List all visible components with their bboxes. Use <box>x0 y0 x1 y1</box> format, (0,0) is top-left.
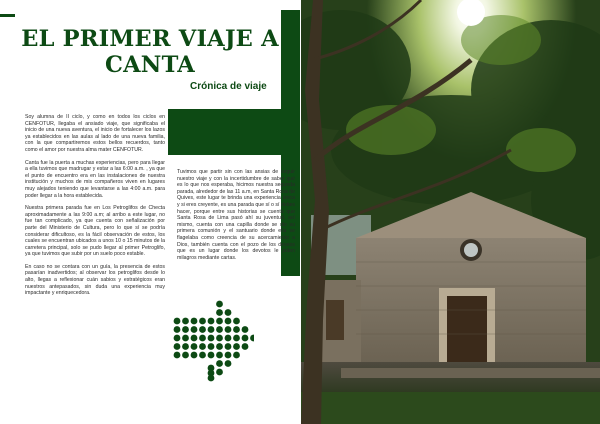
chapel-photo <box>301 0 600 424</box>
article-title: EL PRIMER VIAJE A CANTA <box>21 26 279 78</box>
arrow-dot <box>182 352 189 359</box>
paragraph: Tuvimos que partir sin con las ansias de seguir nuestro viaje y con la incertidumbre de saber qué es lo que nos esperaba, hicimos nuestra segunda parada, alrededor de las 11 a.m, en Santa Rosa de Quives, este lugar te brinda una experiencia única y si eres creyente, es una parada que sí o sí debes hacer, porque entre sus historias se cuenta que Santa Rosa de Lima pasó ahí su juventud, así mismo, cuenta con una capilla donde se dio su primera comunión y el santuario donde ella se flagelaba como creencia de su acercamiento a Dios, también cuenta con el pozo de los deseos que es un lugar donde los devotos le piden milagros mediante cartas. <box>177 169 295 261</box>
arrow-dot <box>216 309 223 316</box>
arrow-dot <box>242 335 249 342</box>
arrow-dot <box>225 352 232 359</box>
article-subtitle: Crónica de viaje <box>190 81 267 92</box>
arrow-dot <box>216 318 223 325</box>
arrow-dot <box>233 318 240 325</box>
arrow-dot <box>233 343 240 350</box>
paragraph: Soy alumna de II ciclo, y como en todos los ciclos en CENFOTUR, llegaba el ansiado viaje, que significaba el inicio de una nueva aventura, el inicio de fortalecer los lazos ya establecidos en las aulas al lado de una nueva familia, con la que compartiremos estos bellos recuerdos, tanto como el amor por nuestra alma mater CENFOTUR. <box>25 114 165 153</box>
arrow-dot <box>191 318 198 325</box>
arrow-dot <box>225 360 232 367</box>
arrow-dot <box>191 326 198 333</box>
arrow-dot <box>174 335 181 342</box>
arrow-dot <box>242 343 249 350</box>
arrow-dot <box>174 343 181 350</box>
arrow-dot <box>191 343 198 350</box>
arrow-dot <box>199 343 206 350</box>
arrow-dot <box>199 326 206 333</box>
arrow-dot <box>199 335 206 342</box>
arrow-dot <box>233 352 240 359</box>
body-column-right <box>177 169 295 267</box>
chapel-illustration <box>301 0 600 424</box>
arrow-dot <box>174 352 181 359</box>
arrow-dot <box>216 301 223 308</box>
arrow-dot <box>242 326 249 333</box>
arrow-dot <box>182 343 189 350</box>
arrow-dot <box>233 335 240 342</box>
arrow-dot <box>225 343 232 350</box>
arrow-dot <box>250 335 254 342</box>
accent-bar-top-left <box>0 14 15 17</box>
paragraph: Canta fue la puerta a muchas experiencias, pero para llegar a ella tuvimos que madrugar y estar a las 6:00 a.m. , ya que el punto de encuentro era en las instalaciones de nuestra institución y muchos de mis compañeros viven en lugares muy alejados teniendo que levantarse a las 4:00 a.m. para poder llegar a la hora establecida. <box>25 159 165 199</box>
arrow-dot <box>225 335 232 342</box>
arrow-dot <box>208 343 215 350</box>
arrow-dot <box>174 326 181 333</box>
arrow-dot <box>191 352 198 359</box>
dotted-arrow-right-icon <box>172 294 254 386</box>
arrow-dot <box>208 335 215 342</box>
arrow-dot <box>208 326 215 333</box>
arrow-dot <box>182 326 189 333</box>
arrow-dot <box>208 318 215 325</box>
paragraph: En caso no se contara con un guía, la presencia de estos pasarían inadvertidos; al observar los petroglifos desde lo alto, llegas a reflexionar cuán sabios y estratégicos eran nuestros antepasados, sin duda una experiencia muy impactante y enriquecedora. <box>25 263 165 297</box>
arrow-dot <box>208 352 215 359</box>
arrow-dot <box>216 343 223 350</box>
arrow-dot <box>199 352 206 359</box>
arrow-dot <box>216 352 223 359</box>
arrow-dot <box>225 309 232 316</box>
arrow-dot <box>216 360 223 367</box>
arrow-dot <box>174 318 181 325</box>
arrow-dot <box>182 335 189 342</box>
arrow-dot <box>199 318 206 325</box>
body-column-left <box>25 114 165 303</box>
arrow-dot <box>225 326 232 333</box>
arrow-dot <box>225 318 232 325</box>
arrow-dot <box>182 318 189 325</box>
arrow-dot <box>208 375 215 382</box>
arrow-dot <box>191 335 198 342</box>
arrow-dot <box>233 326 240 333</box>
paragraph: Nuestra primera parada fue en Los Petroglifos de Checta aproximadamente a las 9:00 a.m; al arribo a este lugar, no fue tan complicado, ya que cuenta con señalización por parte del Ministerio de Cultura, pero lo que sí se podría considerar dificultoso, es la fácil observación de estos, los cuales se encuentran ubicados a unos 10 o 15 minutos de la carretera principal, solo se pudo llegar al primer Petroglifo, ya que tuvimos que subir por un suelo poco estable. <box>25 205 165 258</box>
arrow-dot <box>216 369 223 376</box>
arrow-dot <box>216 335 223 342</box>
arrow-dot <box>216 326 223 333</box>
accent-cross-horizontal <box>168 109 300 155</box>
